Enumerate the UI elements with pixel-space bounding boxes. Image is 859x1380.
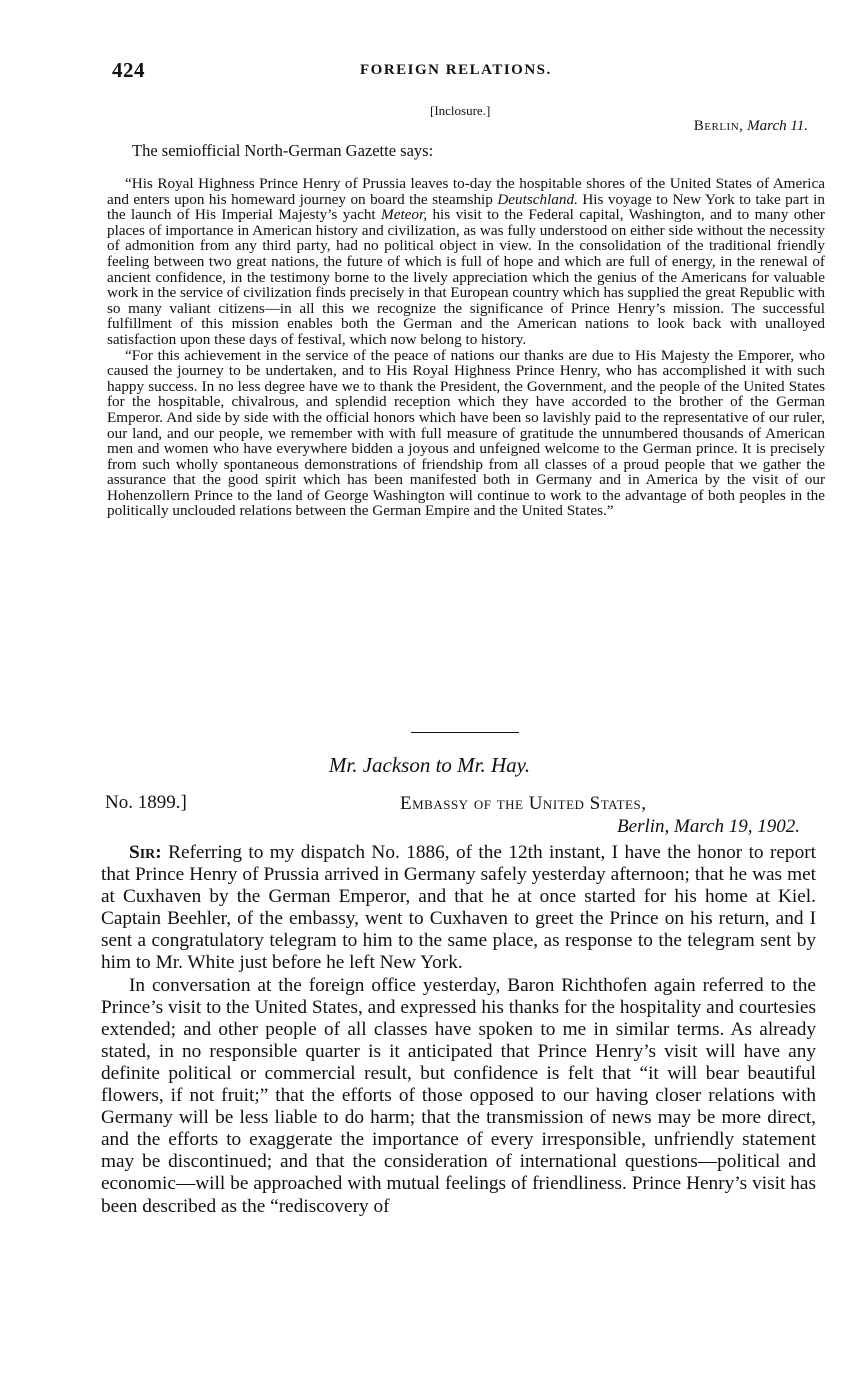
embassy-name: Embassy of the United States, xyxy=(400,793,647,814)
ship-name: Deutschland. xyxy=(497,190,578,208)
dateline-berlin-march-11 xyxy=(600,118,808,135)
salutation: Sir: xyxy=(129,842,162,863)
gazette-intro: The semiofficial North-German Gazette says: xyxy=(132,141,434,160)
embassy-date: Berlin, March 19, 1902. xyxy=(617,816,800,837)
quote-paragraph-2: “For this achievement in the service of the peace of nations our thanks are due to His Majesty the Emporer, who caused the journey to be undertaken, and to His Royal Highness Prince Henry, who has accomplished it with such happy success. In no less degree have we to thank the President, the Government, and the people of the United States for the hospitable, chivalrous, and splendid reception which they have accorded to the brother of the German Emperor. And side by side with the official honors which have been so lavishly paid to the representative of our ruler, our land, and our people, we remember with with full measure of gratitude the unnumbered thousands of American men and women who have everywhere bidden a joyous and unfeigned welcome to the German prince. It is precisely from such wholly spontaneous demonstrations of friendship from all classes of a proud people that we gather the assurance that the good spirit which has been manifested both in Germany and in America by the visit of our Hohenzollern Prince to the land of George Washington will continue to work to the advantage of both peoples in the politically unclouded relations between the German Empire and the United States.” xyxy=(107,346,825,520)
gazette-quotation xyxy=(107,176,825,519)
quote-paragraph-1 xyxy=(107,176,825,348)
quote-p1-text-c: his visit to the Federal capital, Washington, and to many other places of importance in American history and civilization, as was fully understood on either side without the necessity of admonition from any third party, had no political object in view. In the consolidation of the traditional friendly feeling between two great nations, the future of which is full of hope and which are full of energy, in the renewal of ancient confidence, in the testimony borne to the lively appreciation which the genius of the Americans for valuable work in the service of civilization finds precisely in that European country which has supplied the great Republic with so many valiant citizens—in all this we recognize the significance of Prince Henry’s mission. The successful fulfillment of this mission enables both the German and the American nations to look back with unalloyed satisfaction upon these days of festival, which now belong to history. xyxy=(107,206,825,348)
dateline-place: Berlin, xyxy=(693,118,744,134)
body-paragraph-1 xyxy=(101,842,816,975)
body-paragraph-2: In conversation at the foreign office yesterday, Baron Richthofen again referred to the Prince’s visit to the United States, and expressed his thanks for the hospitality and courtesies extended; and other people of all classes have spoken to me in similar terms. As already stated, in no responsible quarter is it anticipated that Prince Henry’s visit will have any definite political or commercial result, but confidence is felt that “it will bear beautiful flowers, if not fruit;” that the efforts of those opposed to our having closer relations with Germany will be less liable to do harm; that the transmission of news may be more direct, and the efforts to exaggerate the importance of every irresponsible, unfriendly statement may be discontinued; and that the consideration of international questions—political and economic—will be approached with mutual feelings of friendliness. Prince Henry’s visit has been described as the “rediscovery of xyxy=(101,974,816,1217)
quote-p1-text-b: His voyage to New York to take part in the launch of His Imperial Majesty’s yacht xyxy=(107,190,826,224)
quote-p1-text-a: “His Royal Highness Prince Henry of Prussia leaves to-day the hospitable shores of the United States of America and enters upon his homeward journey on board the steamship xyxy=(107,175,825,208)
inclosure-label: [Inclosure.] xyxy=(430,103,491,118)
dispatch-number: No. 1899.] xyxy=(105,792,187,813)
body-p1-text: Referring to my dispatch No. 1886, of the 12th instant, I have the honor to report that Prince Henry of Prussia arrived in Germany safely yesterday afternoon; that he was met at Cuxhaven by the German Emperor, and that he at once started for his home at Kiel. Captain Beehler, of the embassy, went to Cuxhaven to greet the Prince on his return, and I sent a congratulatory telegram to him to the same place, as response to the telegram sent by him to Mr. White just before he left New York. xyxy=(101,842,816,974)
page-number: 424 xyxy=(112,58,145,82)
dateline-date: March 11. xyxy=(747,118,808,134)
running-title: FOREIGN RELATIONS. xyxy=(360,62,552,78)
yacht-name: Meteor, xyxy=(381,206,428,224)
section-divider xyxy=(411,732,519,733)
document-heading: Mr. Jackson to Mr. Hay. xyxy=(328,753,531,777)
embassy-dateline xyxy=(400,792,810,838)
page-header xyxy=(112,58,822,84)
letter-body xyxy=(101,842,816,1218)
